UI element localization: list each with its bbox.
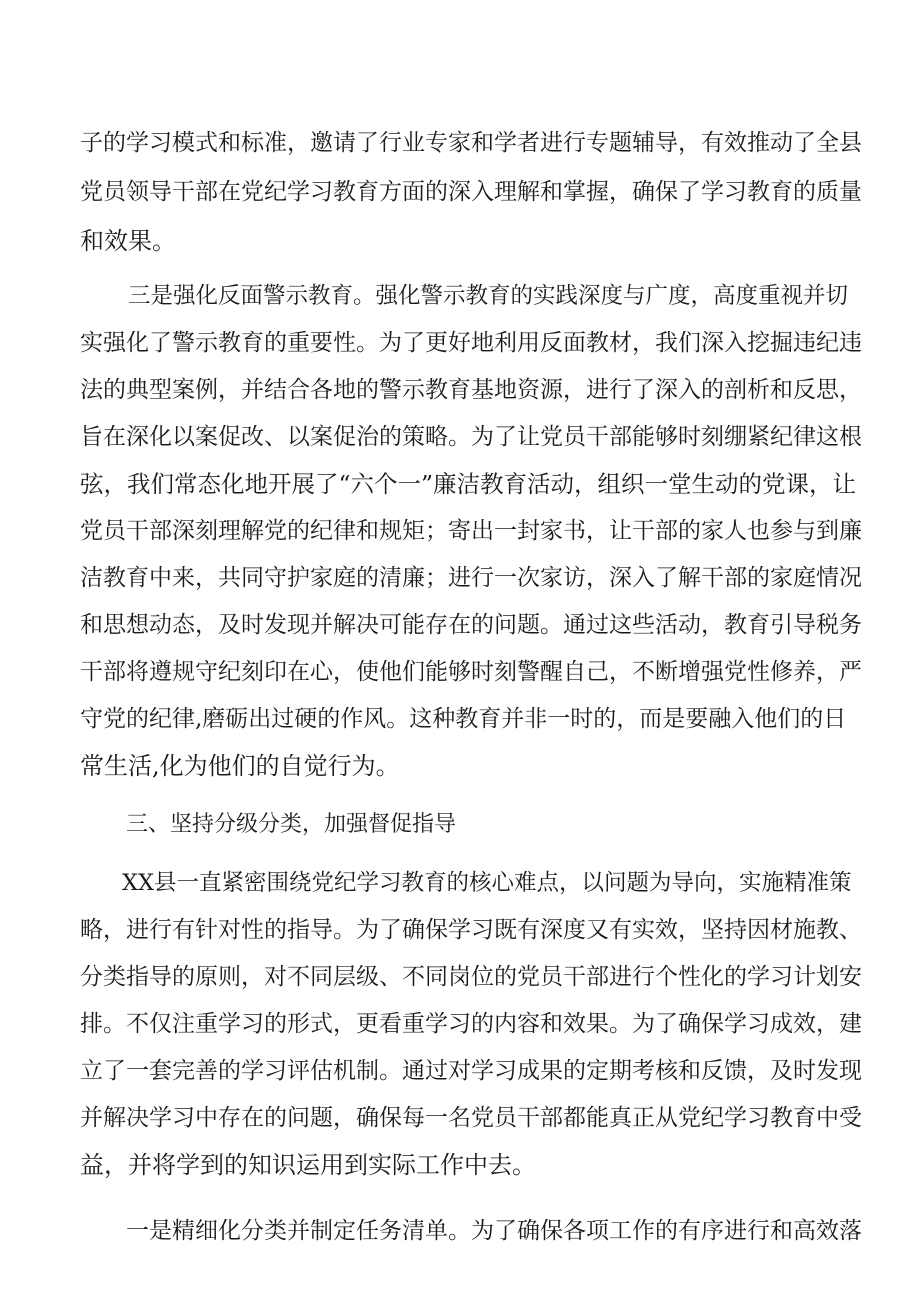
text-line: XX县一直紧密围绕党纪学习教育的核心难点，以问题为导向，实施精准策	[122, 870, 852, 896]
text-line: 和思想动态，及时发现并解决可能存在的问题。通过这些活动，教育引导税务	[80, 612, 862, 638]
text-line: 洁教育中来，共同守护家庭的清廉；进行一次家访，深入了解干部的家庭情况	[80, 565, 862, 591]
text-line: 法的典型案例，并结合各地的警示教育基地资源，进行了深入的剖析和反思，	[80, 377, 862, 403]
text-line: 弦，我们常态化地开展了“六个一”廉洁教育活动，组织一堂生动的党课，让	[80, 470, 857, 498]
text-line: 一是精细化分类并制定任务清单。为了确保各项工作的有序进行和高效落	[126, 1218, 862, 1244]
section-heading: 三、坚持分级分类，加强督促指导	[126, 812, 457, 837]
text-line: 并解决学习中存在的问题，确保每一名党员干部都能真正从党纪学习教育中受	[80, 1105, 862, 1131]
text-line: 旨在深化以案促改、以案促治的策略。为了让党员干部能够时刻绷紧纪律这根	[80, 424, 862, 450]
text-line: 子的学习模式和标准，邀请了行业专家和学者进行专题辅导，有效推动了全县	[80, 130, 862, 156]
text-line: 干部将遵规守纪刻印在心，使他们能够时刻警醒自己，不断增强党性修养，严	[80, 659, 862, 685]
text-line: 和效果。	[80, 227, 176, 255]
text-line: 常生活,化为他们的自觉行为。	[80, 752, 400, 780]
text-line: 分类指导的原则，对不同层级、不同岗位的党员干部进行个性化的学习计划安	[80, 964, 862, 990]
text-line: 三是强化反面警示教育。强化警示教育的实践深度与广度，高度重视并切	[128, 283, 849, 309]
text-line: 实强化了警示教育的重要性。为了更好地利用反面教材，我们深入挖掘违纪违	[80, 330, 862, 356]
text-line: 益，并将学到的知识运用到实际工作中去。	[80, 1151, 536, 1179]
text-line: 立了一套完善的学习评估机制。通过对学习成果的定期考核和反馈，及时发现	[80, 1058, 862, 1084]
text-line: 排。不仅注重学习的形式，更看重学习的内容和效果。为了确保学习成效，建	[80, 1011, 862, 1037]
text-line: 守党的纪律,磨砺出过硬的作风。这种教育并非一时的，而是要融入他们的日	[80, 706, 847, 732]
text-line: 党员干部深刻理解党的纪律和规矩；寄出一封家书，让干部的家人也参与到廉	[80, 518, 862, 544]
text-line: 党员领导干部在党纪学习教育方面的深入理解和掌握，确保了学习教育的质量	[80, 179, 862, 205]
text-line: 略，进行有针对性的指导。为了确保学习既有深度又有实效，坚持因材施教、	[80, 917, 862, 943]
